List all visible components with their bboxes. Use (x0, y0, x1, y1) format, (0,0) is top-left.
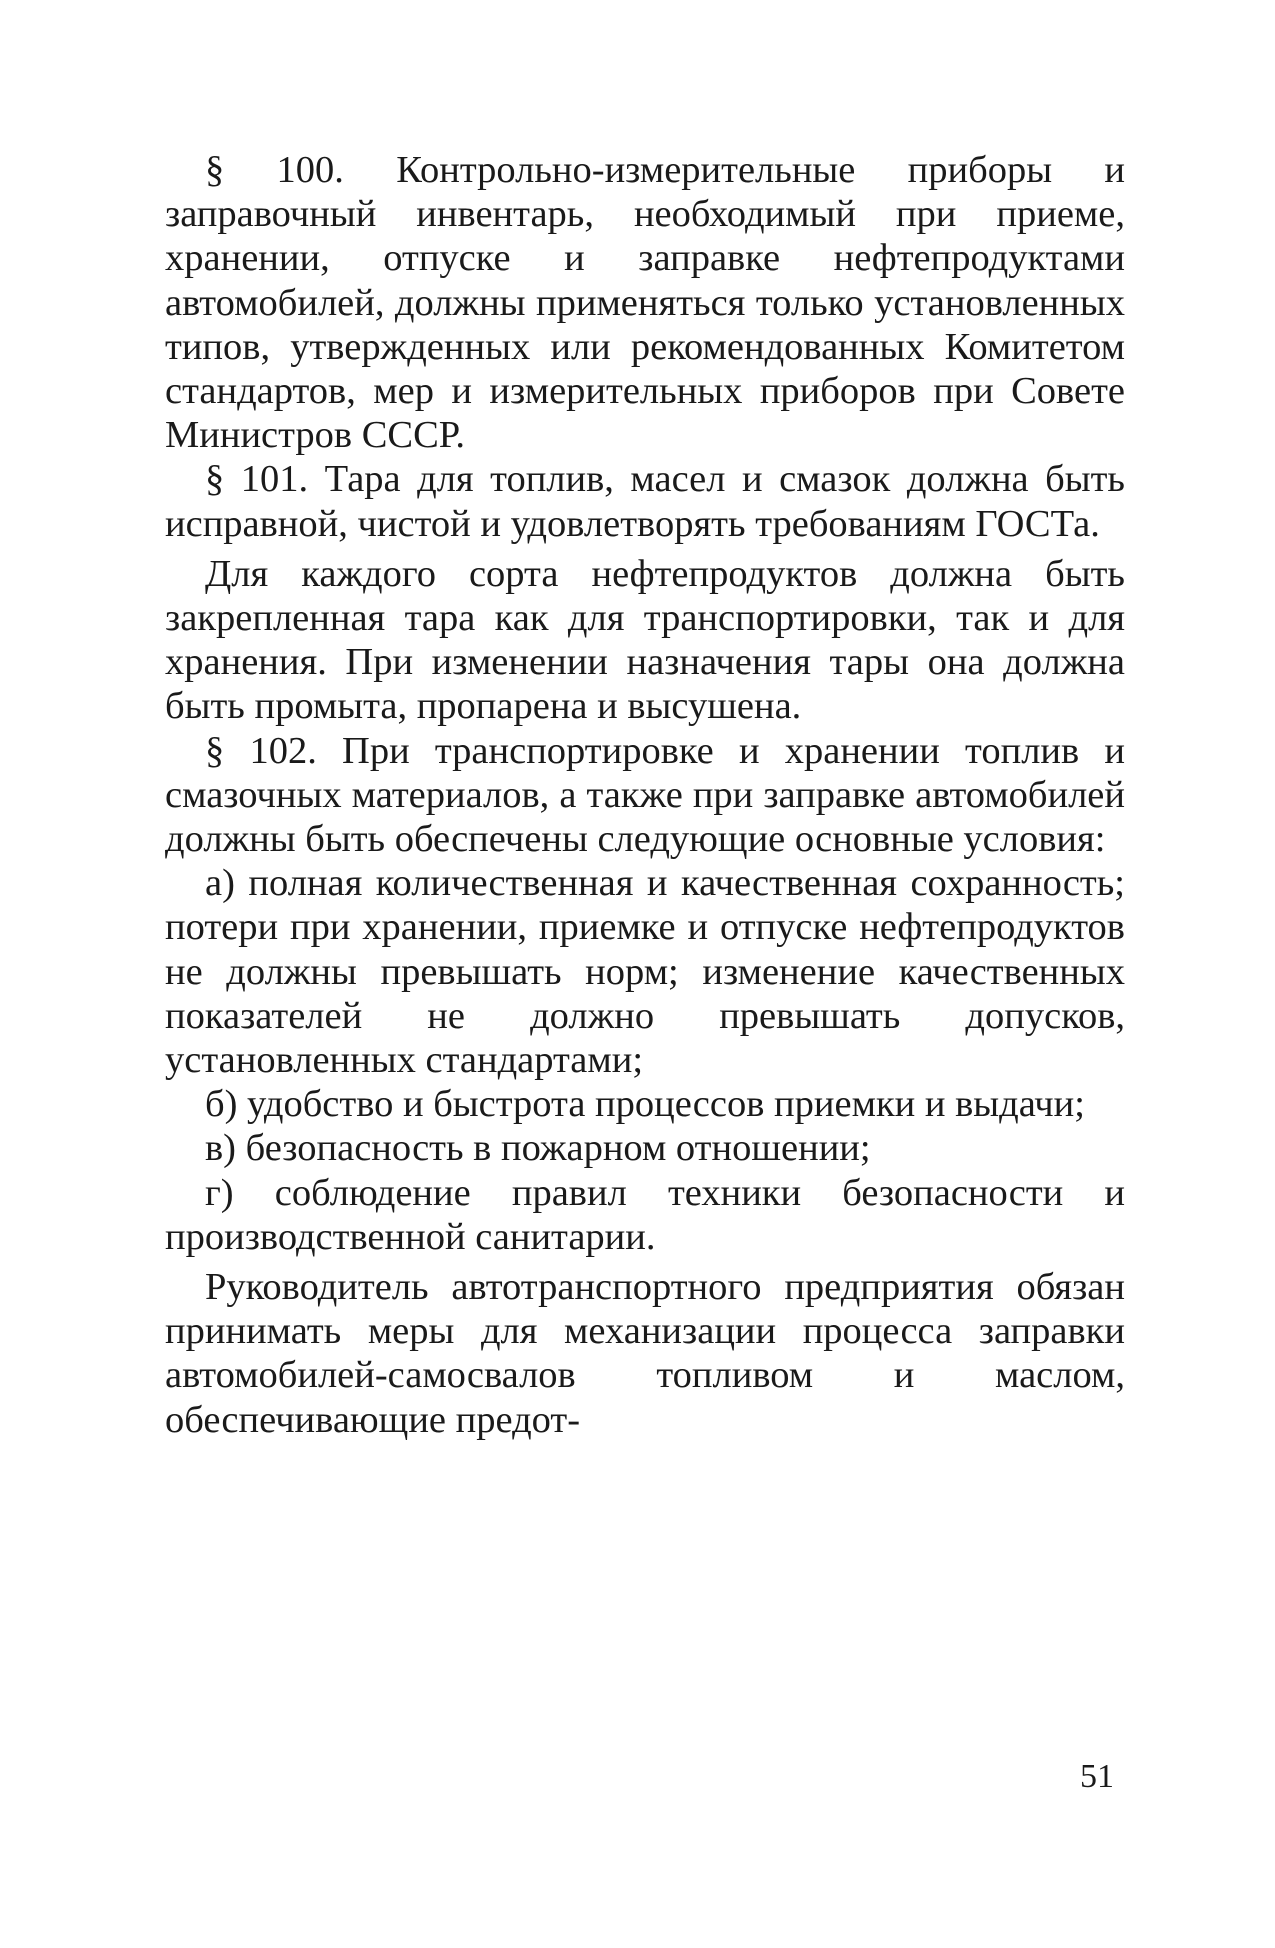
paragraph-102: § 102. При транспортировке и хранении топлив и смазочных материалов, а также при заправке автомобилей должны быть обеспечены следующие основные условия: (165, 729, 1125, 861)
body-text (165, 148, 1125, 1442)
paragraph-manager: Руководитель автотранспортного предприятия обязан принимать меры для механизации процесса заправки автомобилей-самосвалов топливом и маслом, обеспечивающие предот- (165, 1266, 1125, 1441)
paragraph-101: § 101. Тара для топлив, масел и смазок должна быть исправной, чистой и удовлетворять требованиям ГОСТа. (165, 458, 1125, 545)
list-item-g: г) соблюдение правил техники безопасности и производственной санитарии. (165, 1171, 1125, 1258)
page-number: 51 (1080, 1758, 1114, 1795)
list-item-v: в) безопасность в пожарном отношении; (205, 1127, 871, 1170)
list-item-a: а) полная количественная и качественная сохранность; потери при хранении, приемке и отпуске нефтепродуктов не должны превышать норм; изменение качественных показателей не должно превышать допусков, установленных стандартами; (165, 862, 1125, 1082)
paragraph-container-tare: Для каждого сорта нефтепродуктов должна быть закрепленная тара как для транспортировки, так и для хранения. При изменении назначения тары она должна быть промыта, пропарена и высушена. (165, 552, 1125, 728)
list-item-b: б) удобство и быстрота процессов приемки и выдачи; (205, 1083, 1085, 1126)
paragraph-100: § 100. Контрольно-измерительные приборы и заправочный инвентарь, необходимый при приеме, хранении, отпуске и заправке нефтепродуктами автомобилей, должны применяться только установленных типов, утвержденных или рекомендованных Комитетом стандартов, мер и измерительных приборов при Совете Министров СССР. (165, 149, 1125, 457)
